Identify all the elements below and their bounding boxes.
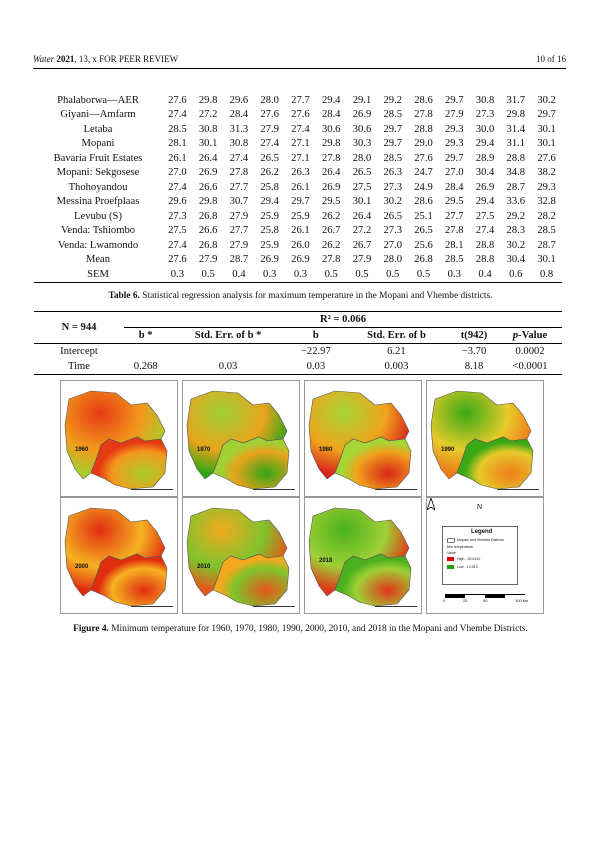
- cell: 25.9: [291, 210, 310, 222]
- cell: 0.8: [531, 267, 562, 282]
- cell: 28.8: [506, 152, 526, 164]
- regression-table: [34, 311, 562, 375]
- table-row: [34, 180, 562, 195]
- cell: 30.1: [537, 123, 556, 135]
- cell: 29.1: [352, 94, 372, 106]
- map-scale-bar: [131, 489, 173, 493]
- map-scale-bar: [253, 606, 295, 610]
- journal-year: 2021: [56, 54, 75, 64]
- n-header: N = 944: [34, 312, 124, 344]
- cell: 30.6: [352, 123, 372, 135]
- cell: 0.5: [408, 267, 439, 282]
- cell: 31.4: [506, 123, 526, 135]
- cell: 29.4: [475, 196, 495, 208]
- cell: 28.9: [475, 152, 495, 164]
- cell: 30.7: [229, 196, 249, 208]
- cell: 27.3: [383, 181, 403, 193]
- cell: [124, 344, 167, 360]
- cell: 38.2: [537, 167, 556, 179]
- cell: 28.4: [321, 109, 341, 121]
- cell: 29.8: [506, 109, 526, 121]
- map-panel-1990: [426, 380, 544, 497]
- year-label: 2010: [197, 564, 211, 570]
- cell: −22.97: [300, 346, 331, 357]
- cell: 26.1: [168, 152, 187, 164]
- cell: 26.2: [321, 210, 341, 222]
- cell: 26.5: [383, 210, 403, 222]
- cell: 27.3: [383, 225, 403, 237]
- figure4-caption-label: Figure 4.: [73, 624, 109, 634]
- district-map: [61, 381, 177, 496]
- cell: 28.5: [383, 152, 403, 164]
- table-row: [34, 93, 562, 108]
- cell: 26.8: [198, 239, 218, 251]
- cell: 27.9: [229, 210, 249, 222]
- running-header: [33, 54, 566, 64]
- cell: 30.6: [321, 123, 341, 135]
- cell: 27.6: [537, 152, 556, 164]
- cell: 0.003: [343, 359, 450, 375]
- cell: 29.7: [383, 138, 403, 150]
- scale-label: 50: [483, 598, 488, 603]
- cell: 29.6: [168, 196, 187, 208]
- cell: 29.3: [445, 138, 464, 150]
- cell: 27.7: [229, 225, 249, 237]
- cell: −3.70: [461, 346, 487, 357]
- district-outline-icon: [447, 538, 455, 543]
- cell: 27.4: [168, 109, 187, 121]
- table-row: [34, 137, 562, 152]
- cell: 27.2: [198, 109, 218, 121]
- cell: 27.4: [229, 152, 249, 164]
- journal-name: Water: [33, 54, 55, 64]
- table-row: [34, 238, 562, 253]
- table-row: [34, 359, 562, 375]
- district-map: [305, 498, 421, 613]
- district-map: [305, 381, 421, 496]
- cell: 26.9: [352, 109, 372, 121]
- cell: 29.6: [229, 94, 249, 106]
- station-name: Bavaria Fruit Estates: [53, 152, 143, 164]
- cell: 28.4: [229, 109, 249, 121]
- cell: 26.6: [198, 225, 218, 237]
- cell: 26.7: [352, 239, 372, 251]
- station-name: Thohoyandou: [68, 181, 128, 193]
- cell: 29.0: [414, 138, 433, 150]
- cell: 27.8: [414, 109, 433, 121]
- cell: 29.5: [321, 196, 341, 208]
- map-panel-1970: [182, 380, 300, 497]
- cell: 26.4: [198, 152, 218, 164]
- station-name: Venda: Tshiombo: [60, 225, 136, 237]
- cell: 30.4: [506, 254, 526, 266]
- cell: 28.1: [168, 138, 187, 150]
- map-panel-2010: [182, 497, 300, 614]
- cell: 27.6: [168, 94, 187, 106]
- cell: 0.4: [224, 267, 255, 282]
- cell: 29.8: [198, 196, 218, 208]
- cell: 0.5: [377, 267, 408, 282]
- cell: 0.4: [470, 267, 501, 282]
- cell: 27.8: [321, 254, 341, 266]
- map-panel-1960: [60, 380, 178, 497]
- scale-label: 100 km: [515, 598, 529, 603]
- legend-districts: Mopani and Vhembe Districts: [457, 538, 504, 542]
- cell: 26.2: [260, 167, 279, 179]
- cell: 27.4: [260, 138, 279, 150]
- station-name: Mopani: [81, 138, 115, 150]
- cell: 27.6: [168, 254, 187, 266]
- cell: 30.3: [352, 138, 372, 150]
- cell: 29.4: [321, 94, 341, 106]
- cell: 27.7: [445, 210, 464, 222]
- cell: 26.1: [291, 181, 310, 193]
- table6-caption-label: Table 6.: [108, 291, 140, 301]
- station-name: Giyani—Amfarm: [60, 109, 136, 121]
- cell: 26.1: [291, 225, 310, 237]
- cell: 29.7: [537, 109, 556, 121]
- cell: 27.1: [291, 138, 310, 150]
- cell: 26.5: [414, 225, 433, 237]
- cell: 0.03: [289, 359, 343, 375]
- cell: 33.6: [506, 196, 526, 208]
- station-name: Mopani: Sekgosese: [56, 167, 140, 179]
- table-row: [34, 108, 562, 123]
- legend-high: High : 20.6142: [457, 557, 481, 561]
- cell: 27.0: [383, 239, 403, 251]
- cell: 27.3: [475, 109, 495, 121]
- cell: 28.4: [445, 181, 464, 193]
- figure4-caption-text: Minimum temperature for 1960, 1970, 1980, 1990, 2000, 2010, and 2018 in the Mopani and Vhembe Districts.: [108, 624, 528, 634]
- station-name: SEM: [34, 267, 162, 282]
- row-label: Time: [34, 359, 124, 375]
- high-swatch: [447, 557, 454, 561]
- cell: 0.0002: [515, 346, 545, 357]
- scale-label: 0: [443, 598, 446, 603]
- cell: 26.7: [321, 225, 341, 237]
- cell: 6.21: [387, 346, 406, 357]
- col-header: Std. Err. of b *: [167, 328, 288, 344]
- cell: 27.8: [229, 167, 249, 179]
- map-scale-bar: [131, 606, 173, 610]
- cell: 28.0: [260, 94, 279, 106]
- cell: 25.8: [260, 225, 279, 237]
- figure4-caption: [0, 624, 601, 634]
- cell: 29.8: [321, 138, 341, 150]
- cell: 30.8: [198, 123, 218, 135]
- cell: 27.5: [475, 210, 495, 222]
- cell: 27.2: [352, 225, 372, 237]
- table-row: [34, 195, 562, 210]
- cell: 27.6: [414, 152, 433, 164]
- year-label: 2000: [75, 564, 89, 570]
- cell: 26.3: [383, 167, 403, 179]
- cell: 30.1: [198, 138, 218, 150]
- north-label: N: [477, 504, 483, 511]
- cell: 28.8: [475, 239, 495, 251]
- cell: 28.1: [445, 239, 464, 251]
- scale-label: 25: [463, 598, 468, 603]
- cell: 26.8: [414, 254, 433, 266]
- cell: 0.03: [167, 359, 288, 375]
- year-label: 1990: [441, 447, 455, 453]
- p-italic: p: [512, 330, 519, 341]
- map-scale-bar: [375, 489, 417, 493]
- cell: 28.0: [352, 152, 372, 164]
- low-swatch: [447, 565, 454, 569]
- cell: 26.4: [321, 167, 341, 179]
- legend-low: Low : 13.913: [457, 565, 478, 569]
- cell: [167, 344, 288, 360]
- cell: 30.2: [383, 196, 403, 208]
- cell: 28.6: [414, 94, 433, 106]
- cell: 0.5: [193, 267, 224, 282]
- map-scale-bar: [497, 489, 539, 493]
- cell: 26.4: [352, 210, 372, 222]
- station-name: Levubu (S): [74, 210, 122, 222]
- table6-caption-text: Statistical regression analysis for maximum temperature in the Mopani and Vhembe districts.: [139, 291, 493, 301]
- cell: 27.9: [229, 239, 249, 251]
- cell: 30.1: [352, 196, 372, 208]
- cell: 27.5: [168, 225, 187, 237]
- cell: 26.5: [352, 167, 372, 179]
- station-name: Messina Proefplaas: [56, 196, 140, 208]
- table-row: [34, 253, 562, 268]
- table6-caption: [0, 291, 601, 301]
- cell: 30.0: [475, 123, 495, 135]
- map-panel-2018: [304, 497, 422, 614]
- cell: 28.5: [537, 225, 556, 237]
- cell: 28.7: [537, 239, 556, 251]
- cell: 29.2: [383, 94, 403, 106]
- cell: 25.6: [414, 239, 433, 251]
- cell: 28.8: [475, 254, 495, 266]
- table-row: [34, 344, 562, 360]
- cell: 29.3: [537, 181, 556, 193]
- cell: 27.7: [229, 181, 249, 193]
- station-name: Phalaborwa—AER: [57, 94, 139, 106]
- cell: 29.8: [198, 94, 218, 106]
- cell: 27.6: [260, 109, 279, 121]
- col-header: [498, 328, 562, 344]
- legend-title: Legend: [471, 529, 493, 535]
- legend-panel: [426, 497, 544, 614]
- cell: 26.9: [291, 254, 310, 266]
- cell: 29.3: [445, 123, 464, 135]
- header-citation: [33, 54, 178, 64]
- page-number: 10 of 16: [536, 54, 566, 64]
- cell: 27.4: [168, 239, 187, 251]
- map-scale-bar: [253, 489, 295, 493]
- cell: 30.4: [475, 167, 495, 179]
- cell: 25.1: [414, 210, 433, 222]
- legend-layer: Min temperature: [447, 545, 474, 549]
- cell: 0.3: [254, 267, 285, 282]
- cell: 29.4: [475, 138, 495, 150]
- cell: 28.7: [229, 254, 249, 266]
- cell: 28.6: [414, 196, 433, 208]
- map-panel-1980: [304, 380, 422, 497]
- district-map: [183, 381, 299, 496]
- table-row: [34, 151, 562, 166]
- map-panel-2000: [60, 497, 178, 614]
- cell: 28.0: [383, 254, 403, 266]
- cell: 26.2: [321, 239, 341, 251]
- year-label: 1960: [75, 447, 89, 453]
- cell: 27.9: [198, 254, 218, 266]
- cell: 27.0: [168, 167, 187, 179]
- cell: 0.3: [285, 267, 316, 282]
- table-row: [34, 166, 562, 181]
- cell: 27.4: [168, 181, 187, 193]
- header-rule: [33, 68, 566, 69]
- cell: 8.18: [450, 359, 498, 375]
- cell: 0.3: [162, 267, 193, 282]
- cell: 26.8: [198, 210, 218, 222]
- legend-value-label: Value: [447, 551, 456, 555]
- cell: 27.8: [445, 225, 464, 237]
- cell: 30.1: [537, 254, 556, 266]
- cell: 27.0: [445, 167, 464, 179]
- r2-header: R² = 0.066: [124, 312, 562, 328]
- cell: 29.4: [260, 196, 279, 208]
- cell: 31.1: [506, 138, 526, 150]
- cell: 27.5: [352, 181, 372, 193]
- year-label: 2018: [319, 558, 333, 564]
- col-header: b: [289, 328, 343, 344]
- col-header: Std. Err. of b: [343, 328, 450, 344]
- header-volume: , 13, x FOR PEER REVIEW: [74, 54, 179, 64]
- cell: 0.6: [500, 267, 531, 282]
- cell: 0.3: [439, 267, 470, 282]
- cell: 0.5: [347, 267, 378, 282]
- cell: 30.8: [229, 138, 249, 150]
- year-label: 1980: [319, 447, 333, 453]
- station-name: Letaba: [83, 123, 113, 135]
- cell: 24.7: [414, 167, 433, 179]
- north-arrow-icon: [427, 498, 435, 510]
- cell: 27.9: [352, 254, 372, 266]
- cell: 26.0: [291, 239, 310, 251]
- district-map: [61, 498, 177, 613]
- cell: 29.5: [445, 196, 464, 208]
- cell: 29.7: [445, 94, 464, 106]
- cell: 27.7: [291, 94, 310, 106]
- cell: 25.9: [260, 239, 279, 251]
- cell: 28.2: [537, 210, 556, 222]
- cell: 27.4: [291, 123, 310, 135]
- year-label: 1970: [197, 447, 211, 453]
- cell: 26.9: [260, 254, 279, 266]
- map-scale-bar: [375, 606, 417, 610]
- cell: 27.4: [475, 225, 495, 237]
- cell: <0.0001: [498, 359, 562, 375]
- station-name: Venda: Lwamondo: [57, 239, 139, 251]
- table-row: [34, 224, 562, 239]
- cell: 31.3: [229, 123, 249, 135]
- cell: 28.5: [383, 109, 403, 121]
- station-name: Mean: [85, 254, 111, 266]
- cell: 0.268: [124, 359, 167, 375]
- cell: 29.7: [291, 196, 310, 208]
- cell: 34.8: [506, 167, 526, 179]
- cell: 28.3: [506, 225, 526, 237]
- cell: 28.5: [168, 123, 187, 135]
- cell: 26.9: [321, 181, 341, 193]
- cell: 28.7: [506, 181, 526, 193]
- cell: 27.3: [168, 210, 187, 222]
- col-header: t(942): [450, 328, 498, 344]
- cell: 27.8: [321, 152, 341, 164]
- table-row: [34, 209, 562, 224]
- temperature-map-figure: [60, 380, 542, 615]
- cell: 30.2: [537, 94, 556, 106]
- district-map: [427, 381, 543, 496]
- cell: 29.7: [383, 123, 403, 135]
- row-label: Intercept: [60, 346, 98, 357]
- station-temperature-table: [34, 93, 562, 283]
- legend-box: [442, 526, 518, 585]
- cell: 29.7: [445, 152, 464, 164]
- cell: 25.8: [260, 181, 279, 193]
- cell: 30.1: [537, 138, 556, 150]
- cell: 30.8: [475, 94, 495, 106]
- district-map: [183, 498, 299, 613]
- cell: 26.3: [291, 167, 310, 179]
- cell: 27.6: [291, 109, 310, 121]
- cell: 27.1: [291, 152, 310, 164]
- cell: 24.9: [414, 181, 433, 193]
- cell: 27.9: [445, 109, 464, 121]
- cell: 28.5: [445, 254, 464, 266]
- cell: 26.9: [475, 181, 495, 193]
- cell: 27.9: [260, 123, 279, 135]
- cell: 25.9: [260, 210, 279, 222]
- table-row: [34, 267, 562, 282]
- cell: 32.8: [537, 196, 556, 208]
- p-value-suffix: -Value: [518, 330, 548, 341]
- cell: 29.2: [506, 210, 526, 222]
- cell: 26.5: [260, 152, 279, 164]
- cell: 30.2: [506, 239, 526, 251]
- cell: 31.7: [506, 94, 526, 106]
- cell: 26.9: [198, 167, 218, 179]
- cell: 26.6: [198, 181, 218, 193]
- cell: 28.8: [414, 123, 433, 135]
- cell: 0.5: [316, 267, 347, 282]
- col-header: b *: [124, 328, 167, 344]
- table-row: [34, 122, 562, 137]
